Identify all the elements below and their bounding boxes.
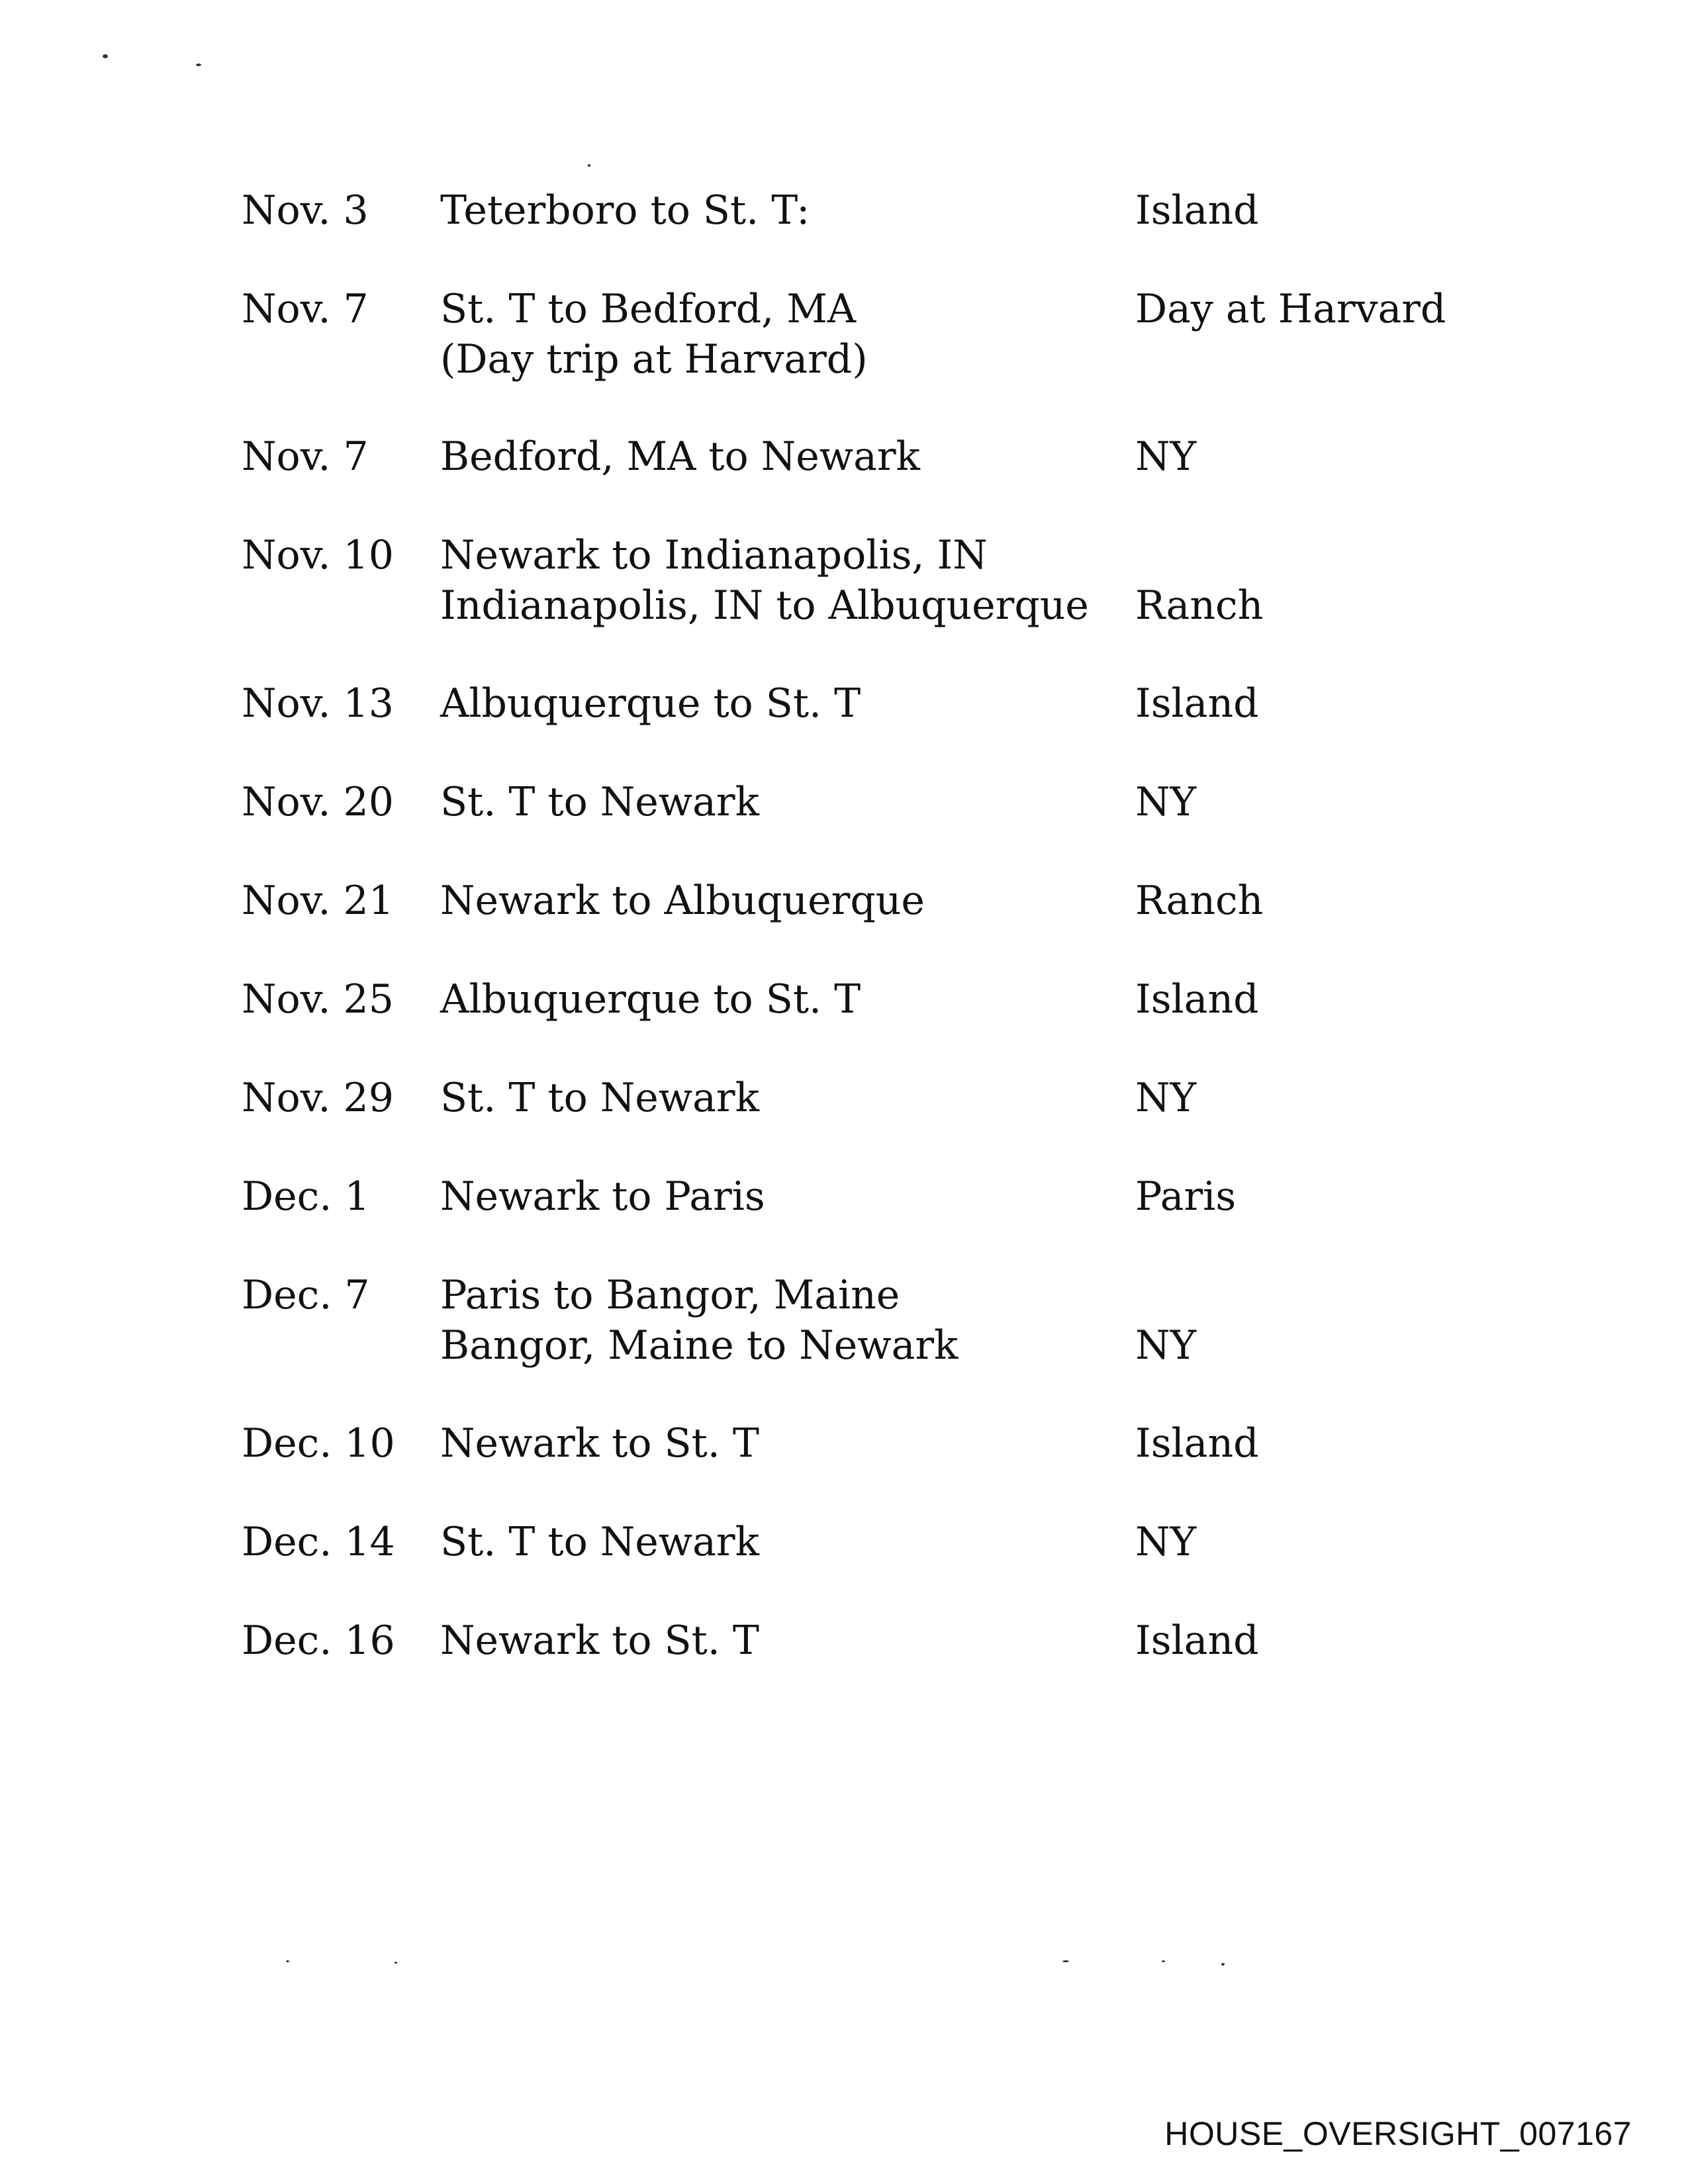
- trip-destination: Paris: [1135, 1173, 1237, 1220]
- trip-route: [440, 530, 1089, 631]
- trip-route: [440, 974, 861, 1024]
- trip-destination: Day at Harvard: [1135, 286, 1446, 332]
- trip-date: Dec. 14: [242, 1519, 395, 1565]
- route-line: (Day trip at Harvard): [440, 336, 868, 383]
- route-line: St. T to Bedford, MA: [440, 286, 857, 332]
- trip-date: Nov. 25: [242, 976, 394, 1023]
- trip-destination: NY: [1135, 779, 1197, 825]
- route-line: Newark to St. T: [440, 1617, 759, 1664]
- route-line: St. T to Newark: [440, 1075, 759, 1121]
- trip-route: [440, 1517, 759, 1567]
- trip-destination: Island: [1135, 680, 1259, 727]
- trip-destination: Ranch: [1135, 582, 1264, 629]
- trip-date: Dec. 16: [242, 1617, 395, 1664]
- route-line: Indianapolis, IN to Albuquerque: [440, 582, 1089, 629]
- route-line: St. T to Newark: [440, 1519, 759, 1565]
- scan-speck: [1162, 1960, 1165, 1962]
- trip-route: [440, 432, 920, 482]
- scan-speck: [1062, 1960, 1069, 1962]
- route-line: Bangor, Maine to Newark: [440, 1322, 959, 1369]
- scan-speck: [286, 1960, 289, 1962]
- trip-route: [440, 1615, 759, 1666]
- scan-speck: [395, 1962, 397, 1964]
- trip-date: Nov. 7: [242, 433, 369, 480]
- route-line: Teterboro to St. T:: [440, 187, 810, 234]
- trip-route: [440, 284, 868, 385]
- route-line: Newark to Indianapolis, IN: [440, 532, 988, 578]
- trip-destination: Ranch: [1135, 878, 1264, 924]
- route-line: Newark to Albuquerque: [440, 878, 925, 924]
- trip-date: Dec. 7: [242, 1272, 370, 1318]
- trip-destination: Island: [1135, 1420, 1259, 1467]
- trip-date: Nov. 13: [242, 680, 394, 727]
- trip-route: [440, 678, 861, 729]
- route-line: Newark to St. T: [440, 1420, 759, 1467]
- trip-destination: NY: [1135, 1519, 1197, 1565]
- trip-destination: NY: [1135, 433, 1197, 480]
- scan-speck: [103, 54, 108, 58]
- trip-date: Nov. 21: [242, 878, 394, 924]
- trip-destination: Island: [1135, 976, 1259, 1023]
- route-line: Newark to Paris: [440, 1173, 765, 1220]
- trip-route: [440, 1270, 958, 1371]
- trip-route: [440, 1073, 759, 1123]
- route-line: Bedford, MA to Newark: [440, 433, 920, 480]
- trip-date: Dec. 10: [242, 1420, 395, 1467]
- scan-speck: [588, 164, 590, 167]
- scan-speck: [1221, 1963, 1225, 1966]
- route-line: Albuquerque to St. T: [440, 680, 861, 727]
- route-line: Albuquerque to St. T: [440, 976, 861, 1023]
- trip-destination: NY: [1135, 1075, 1197, 1121]
- route-line: Paris to Bangor, Maine: [440, 1272, 900, 1318]
- trip-date: Nov. 29: [242, 1075, 394, 1121]
- trip-date: Nov. 20: [242, 779, 394, 825]
- route-line: St. T to Newark: [440, 779, 759, 825]
- trip-date: Nov. 7: [242, 286, 369, 332]
- trip-date: Nov. 10: [242, 532, 394, 578]
- bates-number: HOUSE_OVERSIGHT_007167: [1164, 2115, 1632, 2152]
- trip-route: [440, 876, 925, 926]
- trip-route: [440, 1418, 759, 1469]
- trip-destination: Island: [1135, 1617, 1259, 1664]
- trip-route: [440, 1171, 765, 1222]
- trip-destination: Island: [1135, 187, 1259, 234]
- trip-route: [440, 777, 759, 827]
- trip-date: Nov. 3: [242, 187, 369, 234]
- trip-date: Dec. 1: [242, 1173, 370, 1220]
- scan-speck: [196, 64, 201, 66]
- trip-destination: NY: [1135, 1322, 1197, 1369]
- trip-route: [440, 185, 810, 236]
